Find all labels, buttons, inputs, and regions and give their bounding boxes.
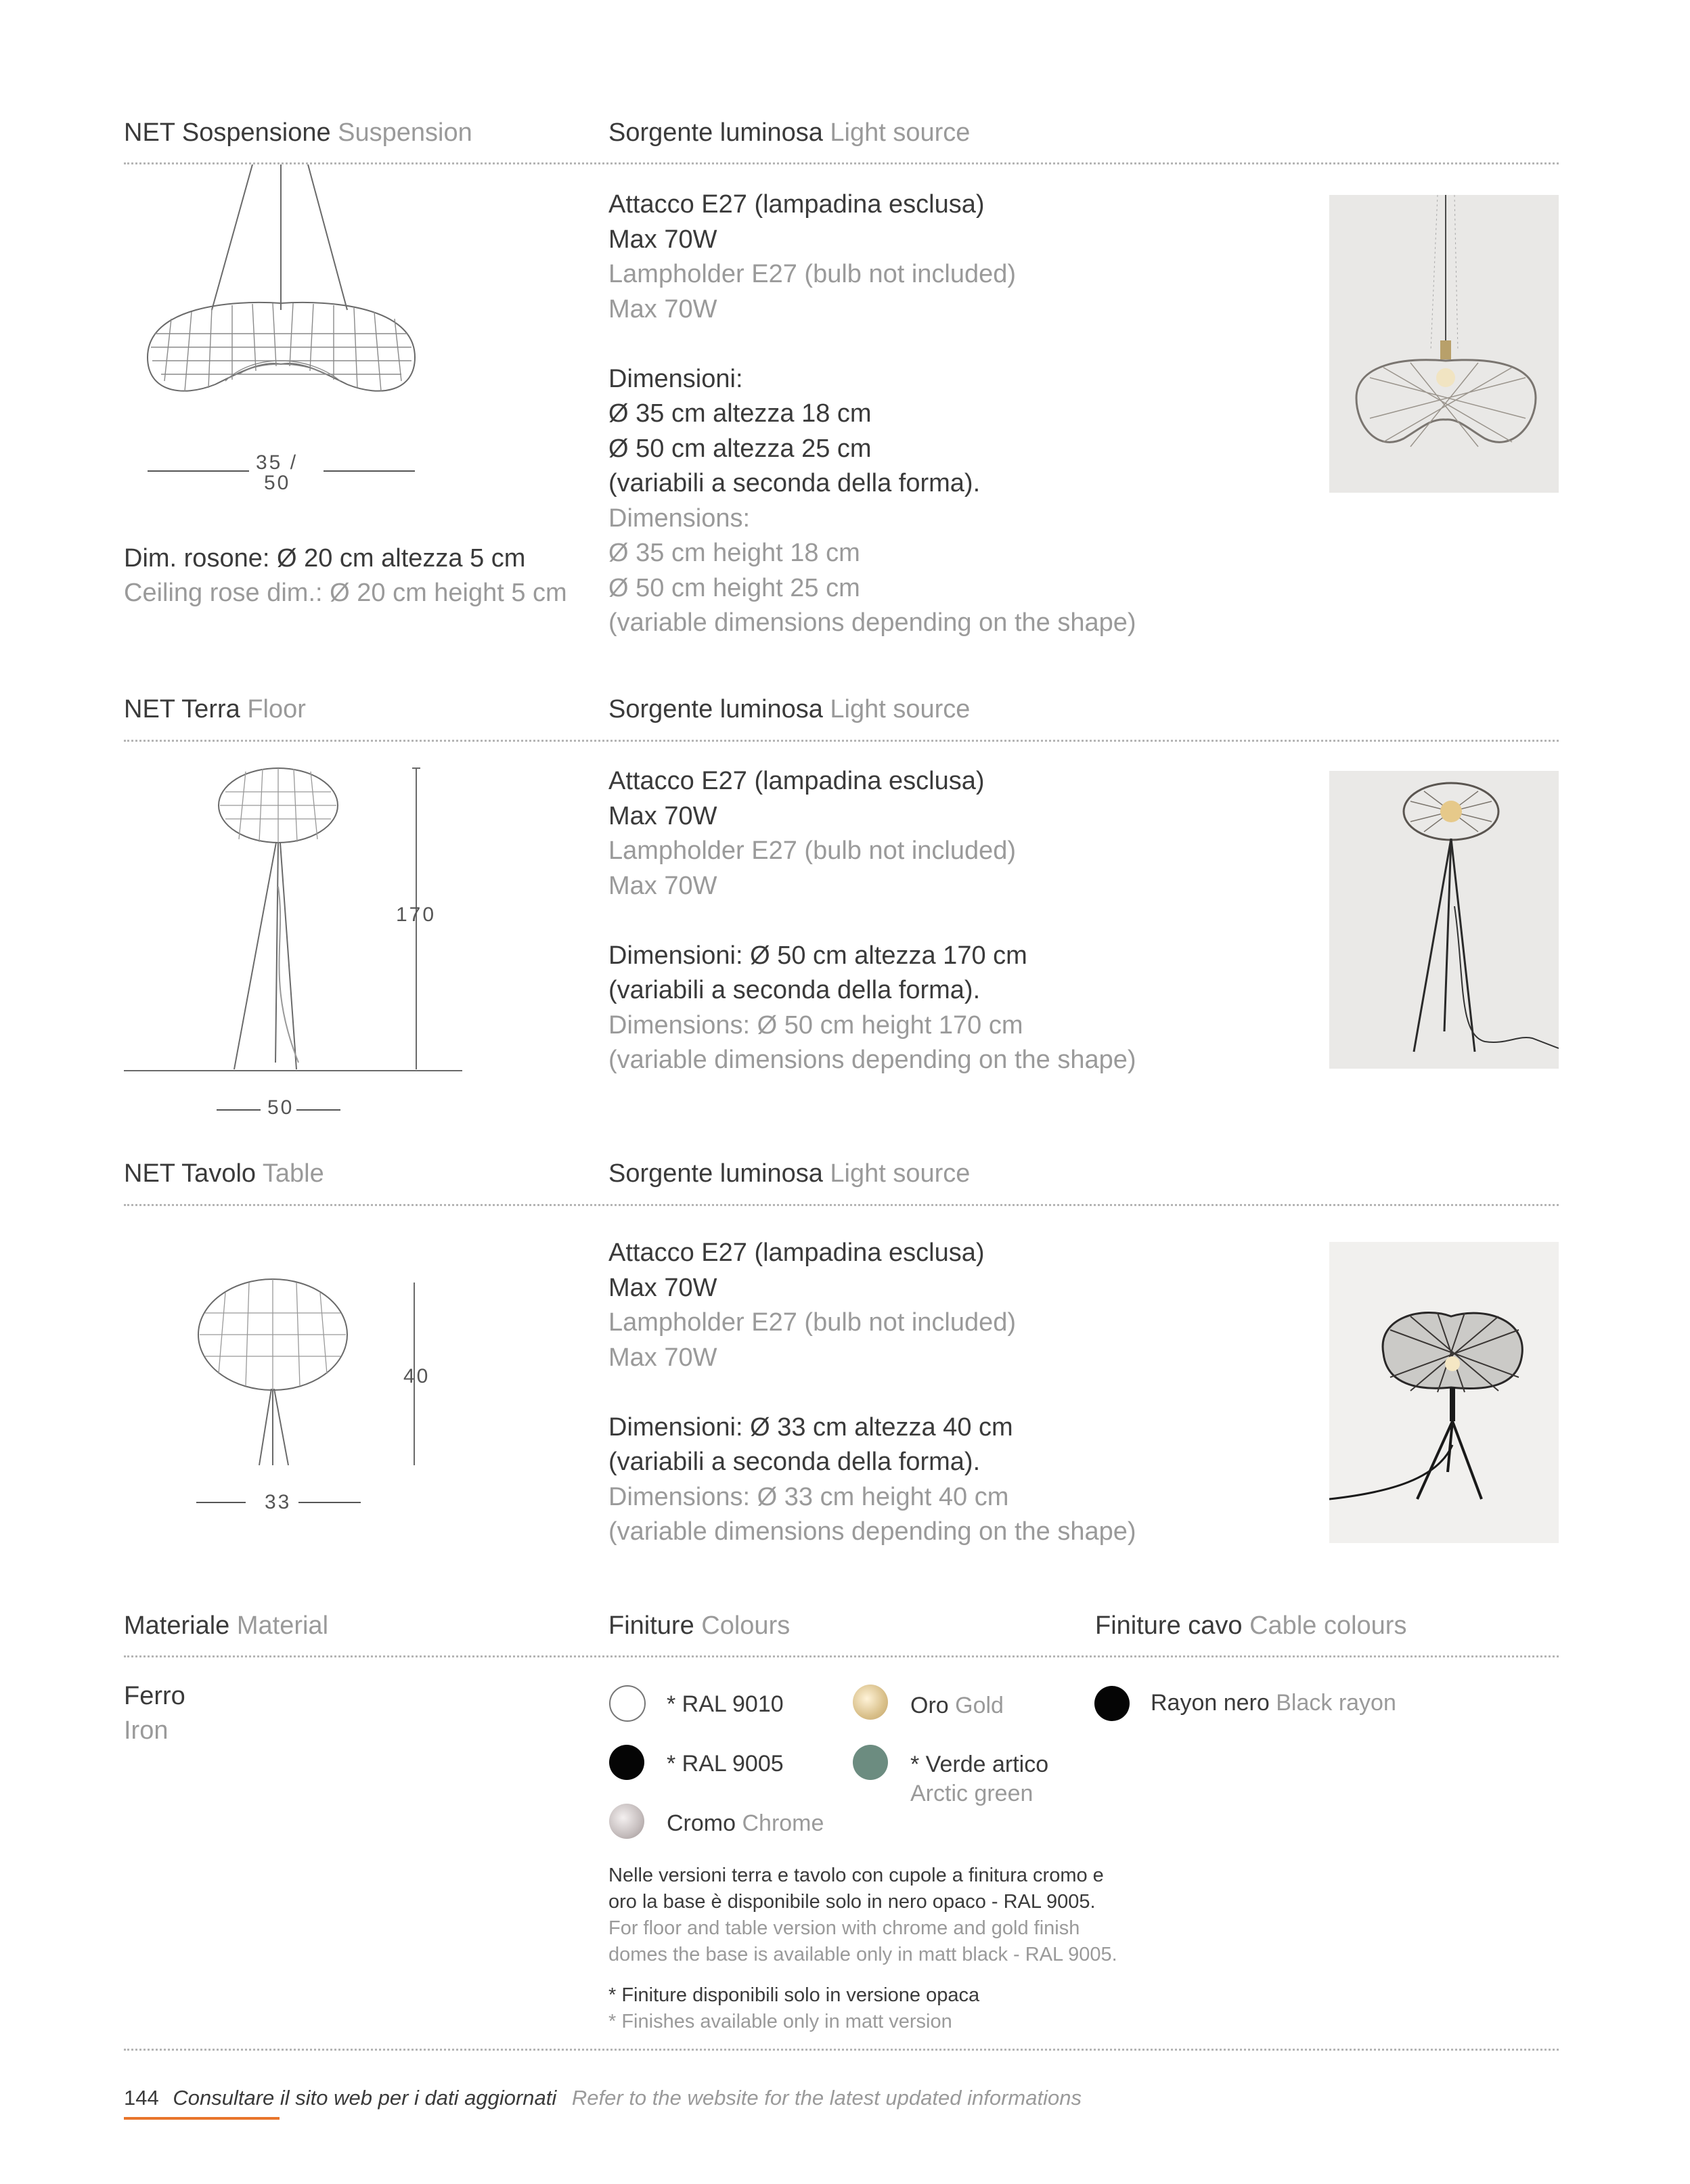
spec-line: Lampholder E27 (bulb not included): [608, 1308, 1017, 1337]
spec-line: (variabili a seconda della forma).: [608, 469, 981, 497]
swatch-arctic-green: [853, 1745, 888, 1780]
spec-line: Dimensioni: Ø 50 cm altezza 170 cm: [608, 941, 1027, 970]
suspension-dim-label-1: 35 /: [256, 451, 298, 474]
swatch-cable-black-rayon: [1094, 1686, 1130, 1721]
spec-line: Dimensioni: Ø 33 cm altezza 40 cm: [608, 1412, 1013, 1442]
spec-line: (variable dimensions depending on the shape): [608, 1046, 1136, 1074]
swatch-ral9010: [609, 1685, 646, 1722]
cable-heading: Finiture cavo Cable colours: [1095, 1611, 1407, 1640]
matt-finish-note: * Finiture disponibili solo in versione opaca * Finishes available only in matt version: [608, 1984, 980, 2032]
table-divider: [124, 1204, 1559, 1206]
materials-divider: [124, 1655, 1559, 1657]
spec-line: Attacco E27 (lampadina esclusa): [608, 190, 985, 219]
swatch-chrome: [609, 1804, 644, 1839]
ceiling-rose-it: Dim. rosone: Ø 20 cm altezza 5 cm: [124, 544, 526, 573]
page-number: 144: [124, 2086, 159, 2110]
swatch-label-arctic-green-it: * Verde artico: [910, 1752, 1049, 1777]
table-drawing: [124, 1272, 435, 1557]
spec-line: (variabili a seconda della forma).: [608, 1448, 981, 1476]
suspension-photo-art: [1329, 195, 1559, 493]
spec-line: Max 70W: [608, 871, 717, 900]
spec-line: (variabili a seconda della forma).: [608, 976, 981, 1004]
spec-line: Max 70W: [608, 294, 717, 324]
suspension-dim-label-2: 50: [264, 472, 291, 494]
swatch-gold: [853, 1685, 888, 1720]
spec-spacer: [608, 904, 1136, 939]
material-value-en: Iron: [124, 1716, 169, 1745]
spec-line: Ø 35 cm altezza 18 cm: [608, 399, 872, 428]
spec-line: (variable dimensions depending on the shape): [608, 1517, 1136, 1546]
floor-height-label: 170: [396, 904, 437, 926]
spec-line: Dimensions: Ø 33 cm height 40 cm: [608, 1482, 1009, 1511]
spec-spacer: [608, 1375, 1136, 1410]
swatch-label-chrome: Cromo Chrome: [667, 1810, 824, 1836]
suspension-specs: [608, 187, 1136, 641]
suspension-source-heading: Sorgente luminosa Light source: [608, 118, 971, 147]
floor-source-heading: Sorgente luminosa Light source: [608, 695, 971, 723]
floor-photo-art: [1329, 771, 1559, 1069]
swatch-label-gold: Oro Gold: [910, 1693, 1004, 1718]
spec-line: Max 70W: [608, 1343, 717, 1372]
table-photo-art: [1329, 1242, 1559, 1543]
swatch-ral9005: [609, 1745, 644, 1780]
finishes-heading: Finiture Colours: [608, 1611, 791, 1640]
swatch-label-ral9010: * RAL 9010: [667, 1691, 784, 1717]
spec-line: Max 70W: [608, 1273, 717, 1302]
spec-line: Attacco E27 (lampadina esclusa): [608, 767, 985, 795]
spec-line: Ø 50 cm height 25 cm: [608, 573, 860, 602]
suspension-drawing: [124, 164, 462, 496]
spec-line: Ø 35 cm height 18 cm: [608, 539, 860, 567]
spec-line: (variable dimensions depending on the shape): [608, 608, 1136, 637]
spec-line: Dimensions: Ø 50 cm height 170 cm: [608, 1010, 1023, 1040]
floor-photo: [1329, 771, 1559, 1069]
cable-label: Rayon nero Black rayon: [1151, 1690, 1396, 1716]
spec-line: Lampholder E27 (bulb not included): [608, 837, 1017, 865]
ceiling-rose-en: Ceiling rose dim.: Ø 20 cm height 5 cm: [124, 579, 567, 607]
spec-line: Dimensioni:: [608, 364, 743, 393]
table-source-heading: Sorgente luminosa Light source: [608, 1159, 971, 1188]
table-height-label: 40: [403, 1365, 430, 1387]
spec-line: Max 70W: [608, 225, 717, 254]
floor-specs: [608, 764, 1136, 1078]
footer-text-it: Consultare il sito web per i dati aggiornati: [173, 2086, 557, 2110]
material-heading: Materiale Material: [124, 1611, 329, 1640]
spec-spacer: [608, 327, 1136, 362]
spec-line: Max 70W: [608, 801, 717, 830]
suspension-title: NET Sospensione Suspension: [124, 118, 472, 147]
floor-title: NET Terra Floor: [124, 695, 306, 723]
swatch-label-ral9005: * RAL 9005: [667, 1751, 784, 1777]
suspension-photo: [1329, 195, 1559, 493]
spec-line: Lampholder E27 (bulb not included): [608, 260, 1017, 288]
swatch-label-arctic-green-en: Arctic green: [910, 1781, 1033, 1806]
footer: [124, 2085, 1082, 2112]
footer-text-en: Refer to the website for the latest updated informations: [571, 2086, 1082, 2110]
floor-drawing: [124, 765, 469, 1130]
table-width-label: 33: [265, 1491, 292, 1513]
finishes-note: Nelle versioni terra e tavolo con cupole a finitura cromo e oro la base è disponibile solo in nero opaco - RAL 9005. For floor and table version with chrome and gold finish domes the base is available only in matt black - RAL 9005.: [608, 1865, 1117, 1965]
footer-divider: [124, 2049, 1559, 2051]
material-value-it: Ferro: [124, 1682, 185, 1710]
spec-line: Ø 50 cm altezza 25 cm: [608, 434, 872, 463]
table-photo: [1329, 1242, 1559, 1543]
spec-line: Dimensions:: [608, 504, 751, 533]
floor-divider: [124, 740, 1559, 742]
footer-accent-bar: [124, 2117, 280, 2120]
floor-width-label: 50: [267, 1096, 294, 1119]
spec-line: Attacco E27 (lampadina esclusa): [608, 1239, 985, 1267]
table-title: NET Tavolo Table: [124, 1159, 324, 1188]
table-specs: [608, 1236, 1136, 1550]
